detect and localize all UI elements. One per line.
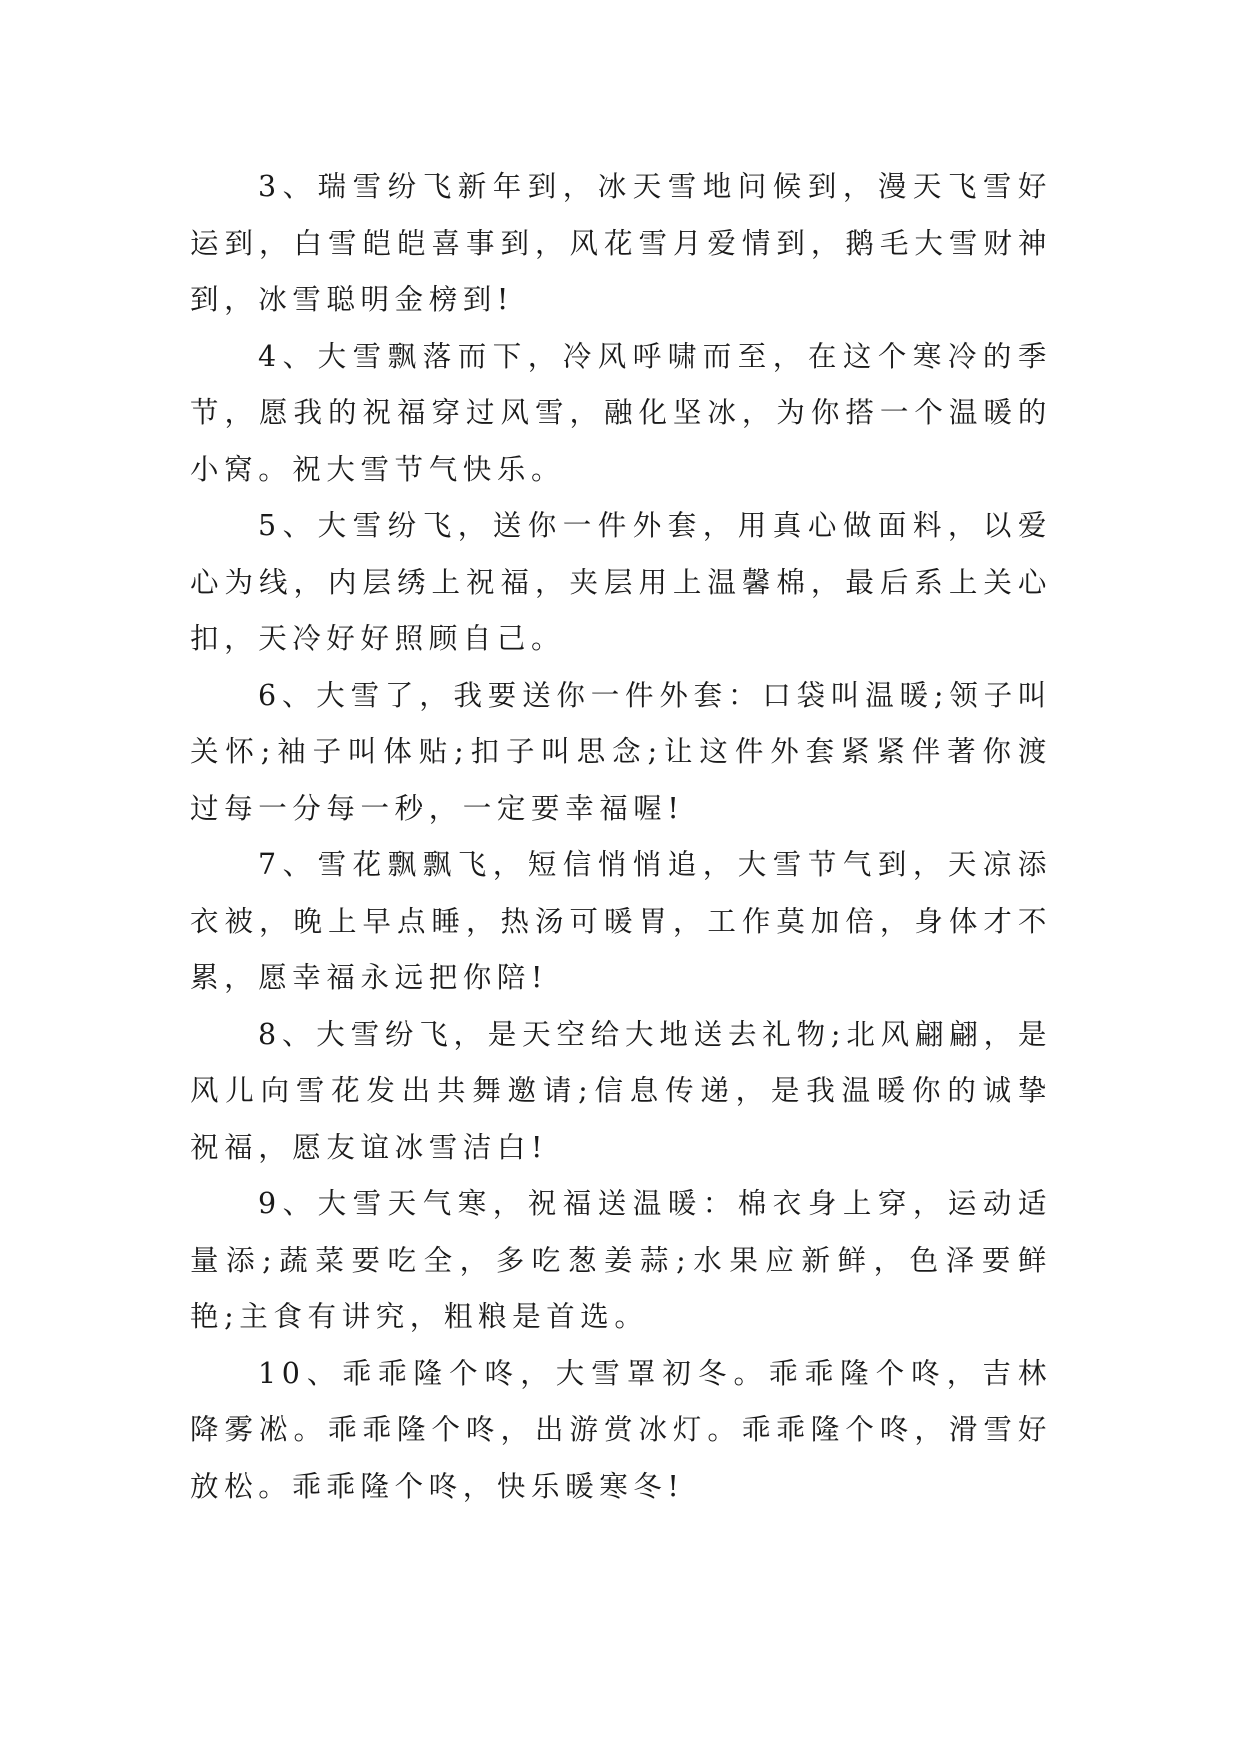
paragraph-3: 3、瑞雪纷飞新年到，冰天雪地问候到，漫天飞雪好运到，白雪皑皑喜事到，风花雪月爱情到，鹅毛大雪财神到，冰雪聪明金榜到! xyxy=(190,170,1052,316)
paragraph-10: 10、乖乖隆个咚，大雪罩初冬。乖乖隆个咚，吉林降雾凇。乖乖隆个咚，出游赏冰灯。乖乖隆个咚，滑雪好放松。乖乖隆个咚，快乐暖寒冬! xyxy=(190,1356,1052,1503)
paragraph-4: 4、大雪飘落而下，冷风呼啸而至，在这个寒冷的季节，愿我的祝福穿过风雪，融化坚冰，为你搭一个温暖的小窝。祝大雪节气快乐。 xyxy=(190,339,1052,486)
paragraph-5: 5、大雪纷飞，送你一件外套，用真心做面料，以爱心为线，内层绣上祝福，夹层用上温馨棉，最后系上关心扣，天冷好好照顾自己。 xyxy=(190,509,1052,655)
paragraph-6: 6、大雪了，我要送你一件外套：口袋叫温暖;领子叫关怀;袖子叫体贴;扣子叫思念;让这件外套紧紧伴著你渡过每一分每一秒，一定要幸福喔! xyxy=(190,678,1052,825)
paragraph-8: 8、大雪纷飞，是天空给大地送去礼物;北风翩翩，是风儿向雪花发出共舞邀请;信息传递，是我温暖你的诚挚祝福，愿友谊冰雪洁白! xyxy=(190,1017,1052,1164)
document-body xyxy=(190,159,1052,1515)
paragraph-7: 7、雪花飘飘飞，短信悄悄追，大雪节气到，天凉添衣被，晚上早点睡，热汤可暖胃，工作莫加倍，身体才不累，愿幸福永远把你陪! xyxy=(190,848,1052,994)
paragraph-9: 9、大雪天气寒，祝福送温暖：棉衣身上穿，运动适量添;蔬菜要吃全，多吃葱姜蒜;水果应新鲜，色泽要鲜艳;主食有讲究，粗粮是首选。 xyxy=(190,1187,1052,1333)
